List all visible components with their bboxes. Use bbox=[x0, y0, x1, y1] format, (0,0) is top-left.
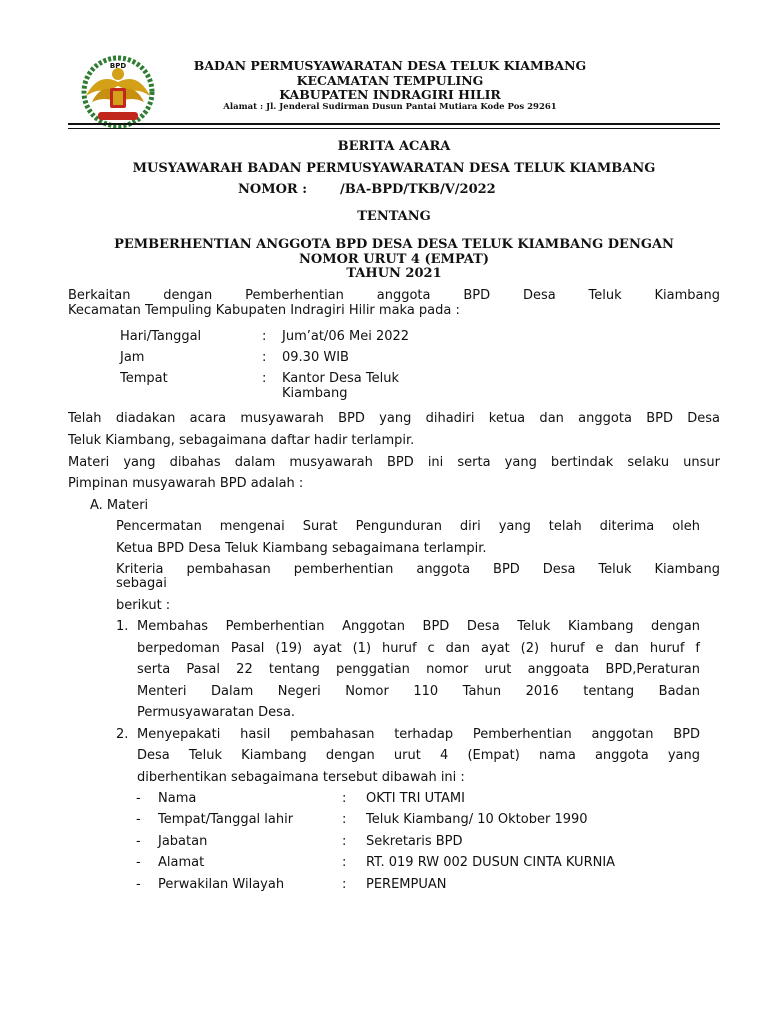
schedule-label-date: Hari/Tanggal bbox=[120, 329, 202, 344]
intro-word: Kiambang bbox=[654, 288, 720, 303]
title-tentang: TENTANG bbox=[357, 209, 431, 224]
intro-line1 bbox=[68, 288, 720, 303]
schedule-sep: : bbox=[262, 371, 267, 386]
intro-word: Pemberhentian bbox=[245, 288, 344, 303]
item-1-line1: Membahas Pemberhentian Anggotan BPD Desa Teluk Kiambang dengan bbox=[137, 619, 700, 634]
paragraph-1-line1: Telah diadakan acara musyawarah BPD yang dihadiri ketua dan anggota BPD Desa bbox=[68, 411, 720, 426]
member-value-region: PEREMPUAN bbox=[366, 877, 447, 892]
item-1-line4: Menteri Dalam Negeri Nomor 110 Tahun 2016 tentang Badan bbox=[137, 684, 700, 699]
header-divider-thin bbox=[68, 128, 720, 129]
schedule-label-time: Jam bbox=[120, 350, 145, 365]
member-sep: : bbox=[342, 834, 347, 849]
member-label-position: Jabatan bbox=[158, 834, 208, 849]
header-org: BADAN PERMUSYAWARATAN DESA TELUK KIAMBANG bbox=[193, 58, 587, 73]
header-kecamatan: KECAMATAN TEMPULING bbox=[296, 73, 484, 88]
member-dash: - bbox=[136, 791, 141, 806]
header-address: Alamat : Jl. Jenderal Sudirman Dusun Pantai Mutiara Kode Pos 29261 bbox=[223, 102, 557, 112]
intro-line2: Kecamatan Tempuling Kabupaten Indragiri Hilir maka pada : bbox=[68, 303, 460, 318]
header-divider-thick bbox=[68, 123, 720, 125]
logo-text: BPD bbox=[109, 62, 127, 70]
item-2-line3: diberhentikan sebagaimana tersebut dibawah ini : bbox=[137, 770, 465, 785]
title-nomor-label: NOMOR : bbox=[238, 182, 308, 197]
item-1-line2: berpedoman Pasal (19) ayat (1) huruf c dan ayat (2) huruf e dan huruf f bbox=[137, 641, 700, 656]
title-tahun: TAHUN 2021 bbox=[346, 266, 442, 281]
schedule-label-place: Tempat bbox=[120, 371, 168, 386]
member-label-birth: Tempat/Tanggal lahir bbox=[158, 812, 294, 827]
intro-word: anggota bbox=[376, 288, 431, 303]
intro-word: Teluk bbox=[588, 288, 622, 303]
schedule-value-time: 09.30 WIB bbox=[282, 350, 349, 365]
member-dash: - bbox=[136, 812, 141, 827]
member-value-position: Sekretaris BPD bbox=[366, 834, 463, 849]
bpd-garuda-logo-icon bbox=[78, 52, 158, 130]
member-value-birth: Teluk Kiambang/ 10 Oktober 1990 bbox=[366, 812, 588, 827]
item-1-number: 1. bbox=[116, 619, 129, 634]
member-dash: - bbox=[136, 855, 141, 870]
section-a-line2: Ketua BPD Desa Teluk Kiambang sebagaimana terlampir. bbox=[116, 541, 487, 556]
paragraph-2-line1: Materi yang dibahas dalam musyawarah BPD ini serta yang bertindak selaku unsur bbox=[68, 455, 720, 470]
schedule-value-place: Kantor Desa Teluk bbox=[282, 371, 400, 386]
member-label-address: Alamat bbox=[158, 855, 205, 870]
item-2-number: 2. bbox=[116, 727, 129, 742]
intro-word: dengan bbox=[163, 288, 213, 303]
schedule-value-date: Jum’at/06 Mei 2022 bbox=[282, 329, 410, 344]
section-a-line5: berikut : bbox=[116, 598, 171, 613]
paragraph-2-line2: Pimpinan musyawarah BPD adalah : bbox=[68, 476, 304, 491]
section-a-label: A. Materi bbox=[90, 498, 149, 513]
item-1-line3: serta Pasal 22 tentang penggatian nomor urut anggoata BPD,Peraturan bbox=[137, 662, 700, 677]
member-label-region: Perwakilan Wilayah bbox=[158, 877, 285, 892]
member-value-name: OKTI TRI UTAMI bbox=[366, 791, 465, 806]
intro-word: Desa bbox=[522, 288, 556, 303]
title-subject-line1: PEMBERHENTIAN ANGGOTA BPD DESA DESA TELUK KIAMBANG DENGAN bbox=[114, 237, 674, 252]
member-sep: : bbox=[342, 812, 347, 827]
member-dash: - bbox=[136, 877, 141, 892]
title-musyawarah: MUSYAWARAH BADAN PERMUSYAWARATAN DESA TELUK KIAMBANG bbox=[132, 161, 656, 176]
member-dash: - bbox=[136, 834, 141, 849]
title-subject-line2: NOMOR URUT 4 (EMPAT) bbox=[299, 252, 489, 267]
intro-word: Berkaitan bbox=[68, 288, 131, 303]
section-a-line1: Pencermatan mengenai Surat Pengunduran diri yang telah diterima oleh bbox=[116, 519, 700, 534]
item-2-line1: Menyepakati hasil pembahasan terhadap Pemberhentian anggotan BPD bbox=[137, 727, 700, 742]
member-sep: : bbox=[342, 877, 347, 892]
schedule-sep: : bbox=[262, 350, 267, 365]
schedule-value-place-line2: Kiambang bbox=[282, 386, 348, 401]
member-label-name: Nama bbox=[158, 791, 197, 806]
section-a-line4: sebagai bbox=[116, 576, 167, 591]
member-sep: : bbox=[342, 791, 347, 806]
section-a-line3: Kriteria pembahasan pemberhentian anggota BPD Desa Teluk Kiambang bbox=[116, 562, 720, 577]
item-2-line2: Desa Teluk Kiambang dengan urut 4 (Empat) nama anggota yang bbox=[137, 748, 700, 763]
schedule-sep: : bbox=[262, 329, 267, 344]
member-sep: : bbox=[342, 855, 347, 870]
member-value-address: RT. 019 RW 002 DUSUN CINTA KURNIA bbox=[366, 855, 616, 870]
paragraph-1-line2: Teluk Kiambang, sebagaimana daftar hadir terlampir. bbox=[68, 433, 415, 448]
item-1-line5: Permusyawaratan Desa. bbox=[137, 705, 296, 720]
title-berita-acara: BERITA ACARA bbox=[337, 139, 451, 154]
header-kabupaten: KABUPATEN INDRAGIRI HILIR bbox=[279, 87, 501, 102]
intro-word: BPD bbox=[463, 288, 491, 303]
title-nomor-value: /BA-BPD/TKB/V/2022 bbox=[340, 182, 496, 197]
